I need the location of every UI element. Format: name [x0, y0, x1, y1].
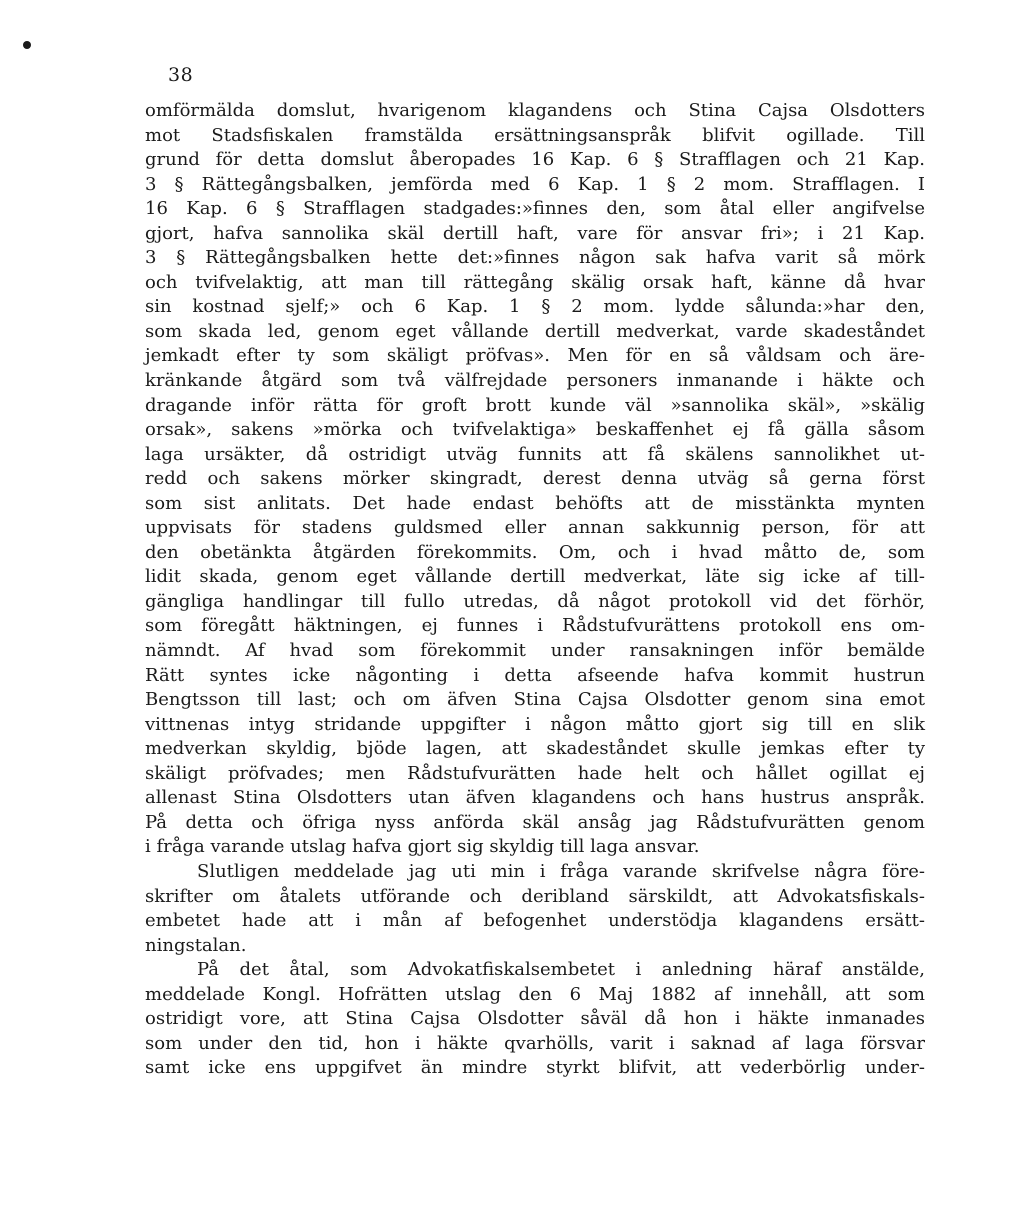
text-line: vittnenas intyg stridande uppgifter i någon måtto gjort sig till en slik — [145, 713, 925, 735]
text-line: samt icke ens uppgifvet än mindre styrkt blifvit, att vederbörlig under- — [145, 1057, 925, 1079]
text-line: På detta och öfriga nyss anförda skäl ansåg jag Rådstufvurätten genom — [145, 811, 925, 833]
text-line: kränkande åtgärd som två välfrejdade personers inmanande i häkte och — [145, 370, 925, 392]
text-line: Rätt syntes icke någonting i detta afseende hafva kommit hustrun — [145, 664, 925, 686]
text-line: som sist anlitats. Det hade endast behöfts att de misstänkta mynten — [145, 492, 925, 514]
text-line: nämndt. Af hvad som förekommit under ransakningen inför bemälde — [145, 640, 925, 662]
text-line: gjort, hafva sannolika skäl dertill haft, vare för ansvar fri»; i 21 Kap. — [145, 222, 925, 244]
page-number: 38 — [168, 64, 194, 86]
text-line: som föregått häktningen, ej funnes i Rådstufvurättens protokoll ens om- — [145, 615, 925, 637]
text-line: Slutligen meddelade jag uti min i fråga varande skrifvelse några före- — [197, 860, 925, 882]
text-line: i fråga varande utslag hafva gjort sig skyldig till laga ansvar. — [145, 836, 700, 858]
text-line: grund för detta domslut åberopades 16 Kap. 6 § Strafflagen och 21 Kap. — [145, 149, 925, 171]
text-line: skäligt pröfvades; men Rådstufvurätten hade helt och hållet ogillat ej — [145, 762, 925, 784]
text-line: orsak», sakens »mörka och tvifvelaktiga» beskaffenhet ej få gälla såsom — [145, 419, 925, 441]
text-line: Bengtsson till last; och om äfven Stina Cajsa Olsdotter genom sina emot — [145, 689, 925, 711]
text-line: 3 § Rättegångsbalken, jemförda med 6 Kap. 1 § 2 mom. Strafflagen. I — [145, 173, 925, 195]
text-line: sin kostnad sjelf;» och 6 Kap. 1 § 2 mom. lydde sålunda:»har den, — [145, 296, 925, 318]
text-line: som skada led, genom eget vållande dertill medverkat, varde skadeståndet — [145, 320, 925, 342]
text-line: jemkadt efter ty som skäligt pröfvas». Men för en så våldsam och äre- — [145, 345, 925, 367]
text-line: allenast Stina Olsdotters utan äfven klagandens och hans hustrus anspråk. — [145, 787, 925, 809]
text-line: mot Stadsfiskalen framstälda ersättningsanspråk blifvit ogillade. Till — [145, 124, 925, 146]
text-line: gängliga handlingar till fullo utredas, då något protokoll vid det förhör, — [145, 590, 925, 612]
text-line: På det åtal, som Advokatfiskalsembetet i anledning häraf anstälde, — [197, 959, 925, 981]
text-line: 16 Kap. 6 § Strafflagen stadgades:»finnes den, som åtal eller angifvelse — [145, 198, 925, 220]
text-line: uppvisats för stadens guldsmed eller annan sakkunnig person, för att — [145, 517, 925, 539]
text-line: omförmälda domslut, hvarigenom klagandens och Stina Cajsa Olsdotters — [145, 100, 925, 121]
text-line: och tvifvelaktig, att man till rättegång skälig orsak haft, känne då hvar — [145, 271, 925, 293]
body-text — [145, 99, 925, 1081]
text-line: som under den tid, hon i häkte qvarhölls, varit i saknad af laga försvar — [145, 1032, 925, 1054]
text-line: ostridigt vore, att Stina Cajsa Olsdotter såväl då hon i häkte inmanades — [145, 1008, 925, 1030]
text-line: dragande inför rätta för groft brott kunde väl »sannolika skäl», »skälig — [145, 394, 925, 416]
text-line: redd och sakens mörker skingradt, derest denna utväg så gerna först — [145, 468, 925, 490]
page-mark-dot — [23, 41, 31, 49]
text-line: lidit skada, genom eget vållande dertill medverkat, läte sig icke af till- — [145, 566, 925, 588]
text-line: den obetänkta åtgärden förekommits. Om, och i hvad måtto de, som — [145, 541, 925, 563]
text-line: skrifter om åtalets utförande och deribland särskildt, att Advokatsfiskals- — [145, 885, 925, 907]
text-line: meddelade Kongl. Hofrätten utslag den 6 Maj 1882 af innehåll, att som — [145, 983, 925, 1005]
text-line: medverkan skyldig, bjöde lagen, att skadeståndet skulle jemkas efter ty — [145, 738, 925, 760]
text-line: embetet hade att i mån af befogenhet understödja klagandens ersätt- — [145, 910, 925, 932]
text-line: 3 § Rättegångsbalken hette det:»finnes någon sak hafva varit så mörk — [145, 247, 925, 269]
text-line: ningstalan. — [145, 934, 247, 956]
text-line: laga ursäkter, då ostridigt utväg funnits att få skälens sannolikhet ut- — [145, 443, 925, 465]
